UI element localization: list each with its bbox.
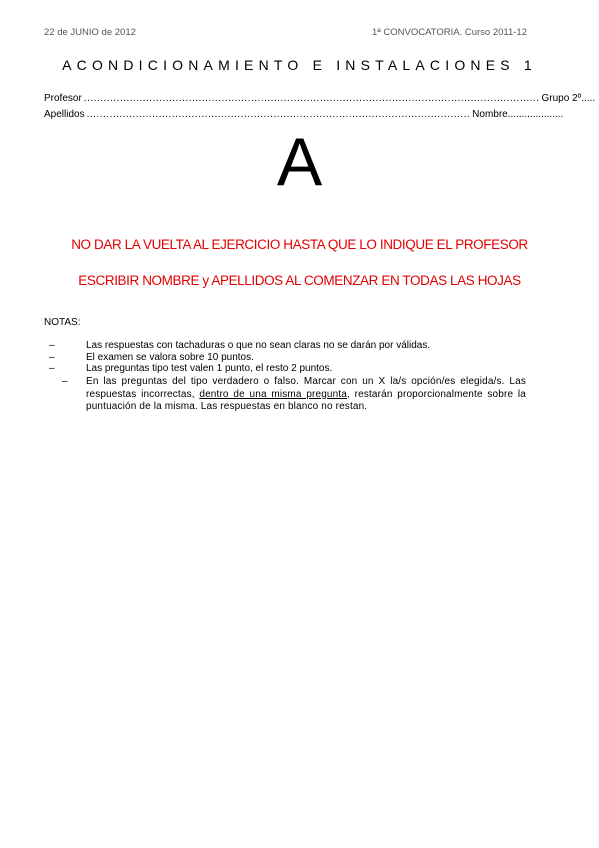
list-dash: – — [62, 376, 68, 387]
profesor-field[interactable]: ........................................................................................................................................... — [83, 93, 540, 104]
sub-text-after: , restarán proporcionalmente sobre la puntuación de la misma. Las respuestas en blanco no restan. — [86, 388, 526, 412]
list-dash: – — [49, 363, 55, 374]
list-dash: – — [49, 352, 55, 363]
exam-title: ACONDICIONAMIENTO E INSTALACIONES 1 — [62, 57, 537, 73]
apellidos-label: Apellidos — [44, 109, 85, 120]
apellidos-field[interactable]: ..................................................................................................................... — [86, 109, 471, 120]
nombre-field[interactable]: Nombre.................... — [472, 109, 564, 120]
profesor-row — [44, 93, 596, 104]
sub-text-before: En las preguntas del tipo verdadero o falso. Marcar con un X la/s opción/es elegida/s. Las respuestas incorrectas, — [86, 376, 526, 400]
exam-version-letter: A — [276, 124, 323, 200]
list-item-text: El examen se valora sobre 10 puntos. — [86, 352, 254, 363]
header-convocatoria: 1ª CONVOCATORIA. Curso 2011-12 — [371, 27, 527, 38]
warning-line-1: NO DAR LA VUELTA AL EJERCICIO HASTA QUE LO INDIQUE EL PROFESOR — [71, 237, 528, 252]
notes-label: NOTAS: — [44, 317, 81, 328]
sub-item-paragraph — [86, 376, 526, 414]
warning-line-2: ESCRIBIR NOMBRE y APELLIDOS AL COMENZAR EN TODAS LAS HOJAS — [78, 273, 521, 288]
apellidos-row — [44, 109, 564, 120]
list-item-text: Las preguntas tipo test valen 1 punto, el resto 2 puntos. — [86, 363, 333, 374]
profesor-label: Profesor — [44, 93, 82, 104]
list-item-text: Las respuestas con tachaduras o que no sean claras no se darán por válidas. — [86, 340, 431, 351]
list-dash: – — [49, 340, 55, 351]
header-date: 22 de JUNIO de 2012 — [44, 27, 136, 38]
sub-text-underlined: dentro de una misma pregunta — [199, 388, 347, 400]
grupo-field[interactable]: Grupo 2º..... — [541, 93, 596, 104]
